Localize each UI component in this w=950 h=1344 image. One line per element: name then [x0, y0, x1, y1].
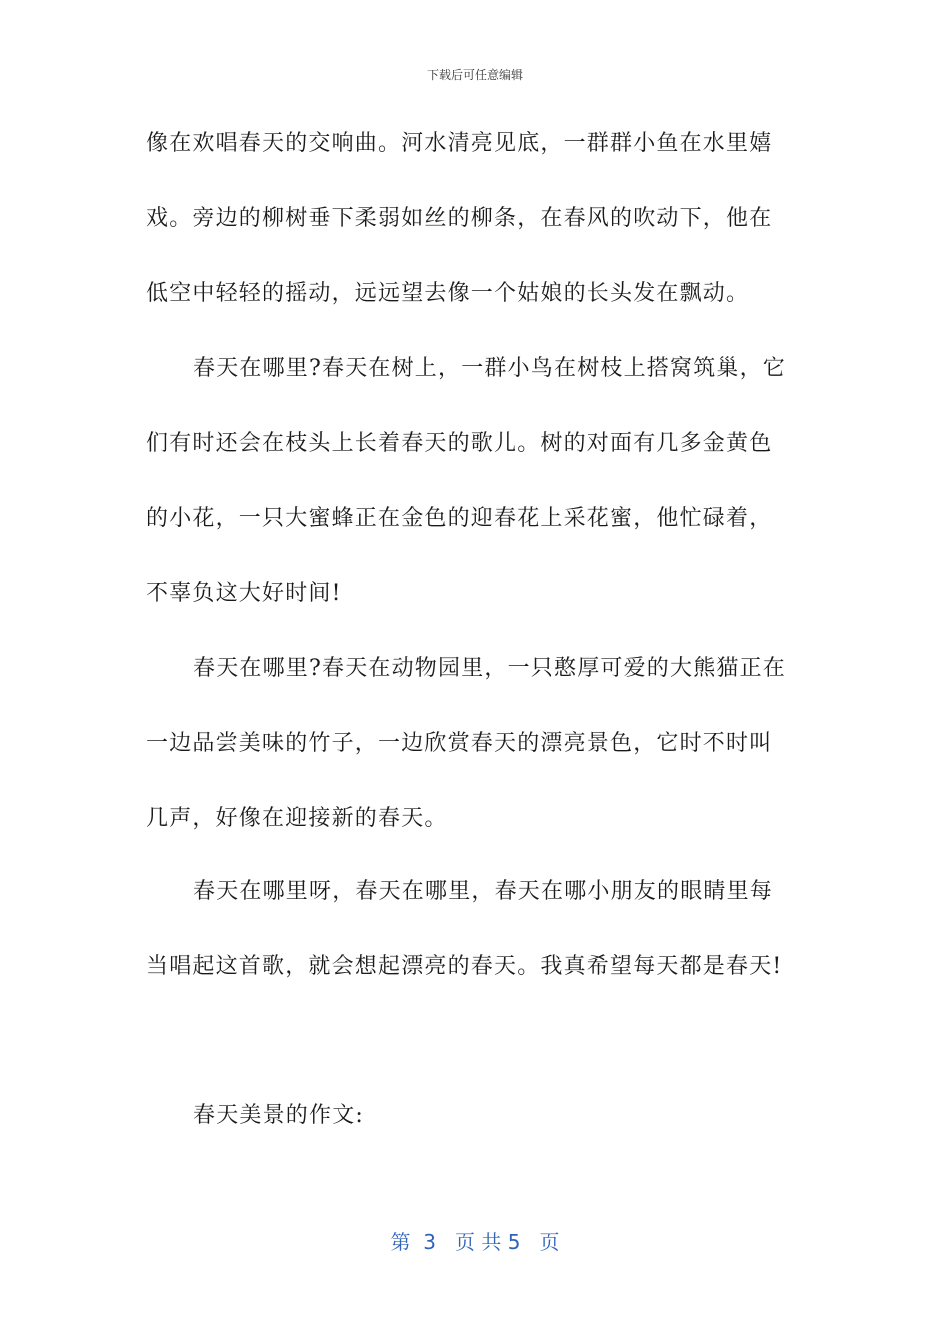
text-line: 一边品尝美味的竹子，一边欣赏春天的漂亮景色，它时不时叫 — [146, 731, 773, 756]
text-line: 低空中轻轻的摇动，远远望去像一个姑娘的长头发在飘动。 — [146, 281, 750, 306]
text-line: 像在欢唱春天的交响曲。河水清亮见底，一群群小鱼在水里嬉 — [146, 131, 773, 156]
paragraph-start-line: 春天在哪里?春天在动物园里，一只憨厚可爱的大熊猫正在 — [193, 656, 786, 681]
paragraph-start-line: 春天在哪里呀，春天在哪里，春天在哪小朋友的眼睛里每 — [193, 879, 774, 904]
text-line: 们有时还会在枝头上长着春天的歌儿。树的对面有几多金黄色 — [146, 431, 773, 456]
section-heading: 春天美景的作文: — [193, 1103, 365, 1128]
text-line: 几声，好像在迎接新的春天。 — [146, 806, 448, 831]
page-header: 下载后可任意编辑 — [426, 68, 523, 82]
paragraph-start-line: 春天在哪里?春天在树上，一群小鸟在树枝上搭窝筑巢，它 — [193, 356, 786, 381]
page-number-footer: 第 3 页 共 5 页 — [390, 1230, 560, 1254]
text-line: 当唱起这首歌，就会想起漂亮的春天。我真希望每天都是春天! — [146, 954, 783, 979]
text-line: 不辜负这大好时间! — [146, 581, 342, 606]
text-line: 的小花，一只大蜜蜂正在金色的迎春花上采花蜜，他忙碌着， — [146, 506, 773, 531]
text-line: 戏。旁边的柳树垂下柔弱如丝的柳条，在春风的吹动下，他在 — [146, 206, 773, 231]
